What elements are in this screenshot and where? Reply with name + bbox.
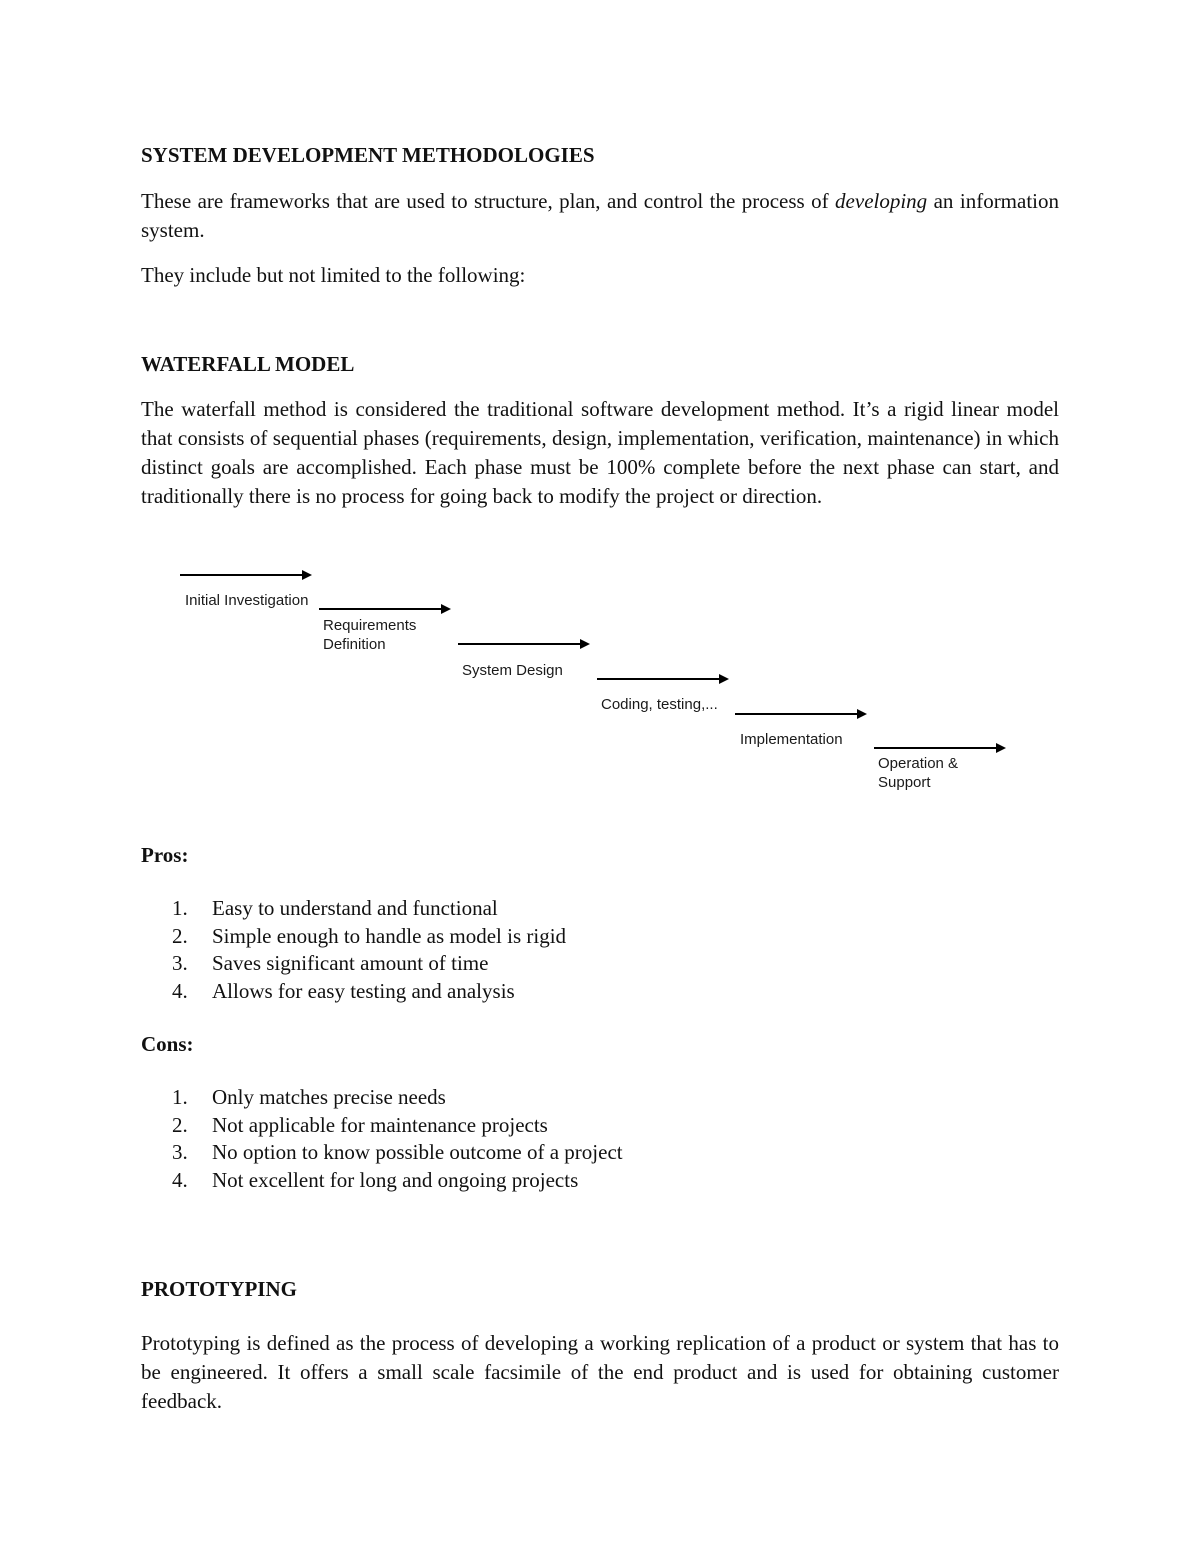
stage-label-implementation: Implementation — [740, 731, 843, 748]
pros-heading: Pros: — [141, 843, 189, 867]
prototyping-description: Prototyping is defined as the process of developing a working replication of a product or system that has to be engineered. It offers a small scale facsimile of the end product and is used for obtaining customer feedback. — [141, 1331, 1059, 1413]
list-item-text: Not applicable for maintenance projects — [212, 1112, 548, 1137]
stage-label-requirements-definition: Requirements Definition — [323, 617, 417, 653]
stage-label-initial-investigation: Initial Investigation — [185, 592, 309, 609]
prototyping-heading: PROTOTYPING — [141, 1277, 297, 1301]
waterfall-description: The waterfall method is considered the traditional software development method. It’s a rigid linear model that consists of sequential phases (requirements, design, implementation, verification, maintenance) in which distinct goals are accomplished. Each phase must be 100% complete before the next phase can start, and traditionally there is no process for going back to modify the project or direction. — [141, 397, 1059, 508]
cons-list — [172, 1084, 623, 1194]
list-item-text: Easy to understand and functional — [212, 896, 498, 920]
intro-list-lead: They include but not limited to the following: — [141, 263, 526, 287]
stage-label-coding-testing: Coding, testing,... — [601, 696, 718, 713]
list-item-number: 4. — [172, 1167, 188, 1192]
pros-list — [172, 895, 566, 1005]
list-item-number: 1. — [172, 896, 188, 920]
intro-emphasis: developing — [835, 189, 928, 213]
list-item — [172, 1139, 623, 1167]
list-item — [172, 1167, 623, 1195]
list-item-number: 2. — [172, 923, 188, 948]
cons-heading: Cons: — [141, 1032, 194, 1056]
list-item-number: 3. — [172, 1140, 188, 1164]
list-item — [172, 1084, 623, 1112]
intro-paragraph — [141, 187, 1059, 245]
list-item-text: Saves significant amount of time — [212, 951, 489, 975]
list-item-number: 2. — [172, 1112, 188, 1137]
intro-text-end: an information system. — [141, 189, 1060, 242]
list-item-number: 1. — [172, 1085, 188, 1109]
list-item-number: 4. — [172, 978, 188, 1003]
stage-label-system-design: System Design — [462, 662, 563, 679]
list-item-text: Not excellent for long and ongoing projects — [212, 1167, 579, 1192]
waterfall-heading: WATERFALL MODEL — [141, 352, 355, 376]
list-item-text: Simple enough to handle as model is rigid — [212, 923, 567, 948]
stage-label-operation-support: Operation & Support — [878, 755, 959, 791]
list-item — [172, 923, 566, 951]
list-item-text: Allows for easy testing and analysis — [212, 978, 515, 1003]
list-item — [172, 978, 566, 1006]
list-item — [172, 1112, 623, 1140]
intro-text-start: These are frameworks that are used to structure, plan, and control the process of — [141, 189, 836, 213]
list-item — [172, 950, 566, 978]
list-item-text: No option to know possible outcome of a project — [212, 1140, 623, 1164]
list-item — [172, 895, 566, 923]
list-item-number: 3. — [172, 951, 188, 975]
list-item-text: Only matches precise needs — [212, 1085, 446, 1109]
document-title: SYSTEM DEVELOPMENT METHODOLOGIES — [141, 143, 595, 167]
